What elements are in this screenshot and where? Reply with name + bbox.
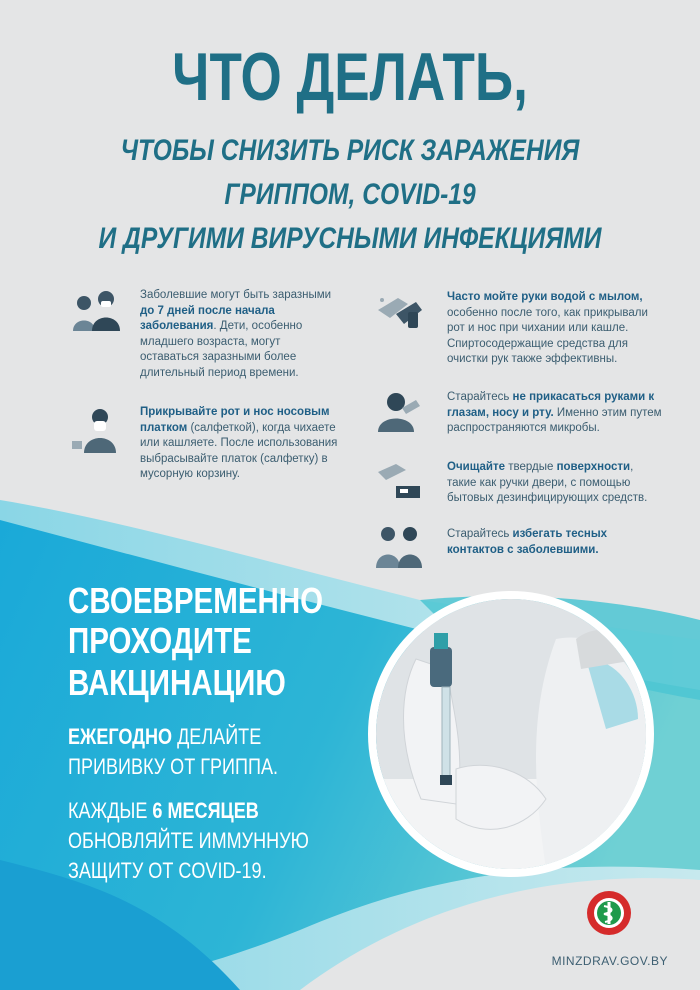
hand-washing-icon — [372, 288, 428, 334]
subtitle-line-3: И ДРУГИМИ ВИРУСНЫМИ ИНФЕКЦИЯМИ — [98, 222, 602, 255]
tip-cover-mouth: Прикрывайте рот и нос носовым платком (салфеткой), когда чихаете или кашляете. После использования выбрасывайте платок (салфетку) в мусорную корзину. — [140, 406, 338, 480]
sneeze-tissue-icon — [70, 405, 126, 455]
vaccination-photo — [368, 591, 654, 877]
touch-face-icon — [372, 388, 428, 434]
tip-do-not-touch-face: Старайтесь не прикасаться руками к глазам, носу и рту. Именно этим путем распространяются микробы. — [447, 391, 662, 434]
page-title: ЧТО ДЕЛАТЬ, — [172, 39, 528, 115]
vaccination-heading-2: ПРОХОДИТЕ — [68, 620, 252, 661]
sick-people-icon — [70, 287, 126, 333]
vaccination-heading-1: СВОЕВРЕМЕННО — [68, 580, 324, 621]
tip-clean-surfaces: Очищайте твердые поверхности, такие как ручки двери, с помощью бытовых дезинфицирующих средств. — [447, 461, 648, 504]
tip-wash-hands: Часто мойте руки водой с мылом, особенно после того, как прикрывали рот и нос при чихании или кашле. Спиртосодержащие средства для очистки рук также эффективны. — [447, 291, 648, 365]
flu-vaccine-note: ЕЖЕГОДНО ДЕЛАЙТЕ ПРИВИВКУ ОТ ГРИППА. — [68, 724, 278, 779]
avoid-contact-icon — [372, 522, 428, 572]
website-link[interactable]: MINZDRAV.GOV.BY — [551, 954, 668, 968]
covid-vaccine-note: КАЖДЫЕ 6 МЕСЯЦЕВ ОБНОВЛЯЙТЕ ИММУННУЮ ЗАЩИТУ ОТ COVID-19. — [68, 798, 309, 883]
subtitle-line-2: ГРИППОМ, COVID-19 — [224, 178, 476, 211]
subtitle-line-1: ЧТОБЫ СНИЗИТЬ РИСК ЗАРАЖЕНИЯ — [120, 134, 580, 167]
ministry-emblem — [586, 890, 632, 936]
tip-contagious-period: Заболевшие могут быть заразными до 7 дней после начала заболевания. Дети, особенно младшего возраста, могут оставаться заразными более длительный период времени. — [140, 289, 332, 379]
vaccination-heading-3: ВАКЦИНАЦИЮ — [68, 662, 286, 703]
vaccine-vial-image — [376, 599, 646, 869]
clean-surface-icon — [372, 460, 428, 506]
tip-avoid-contact: Старайтесь избегать тесных контактов с заболевшими. — [447, 528, 608, 556]
